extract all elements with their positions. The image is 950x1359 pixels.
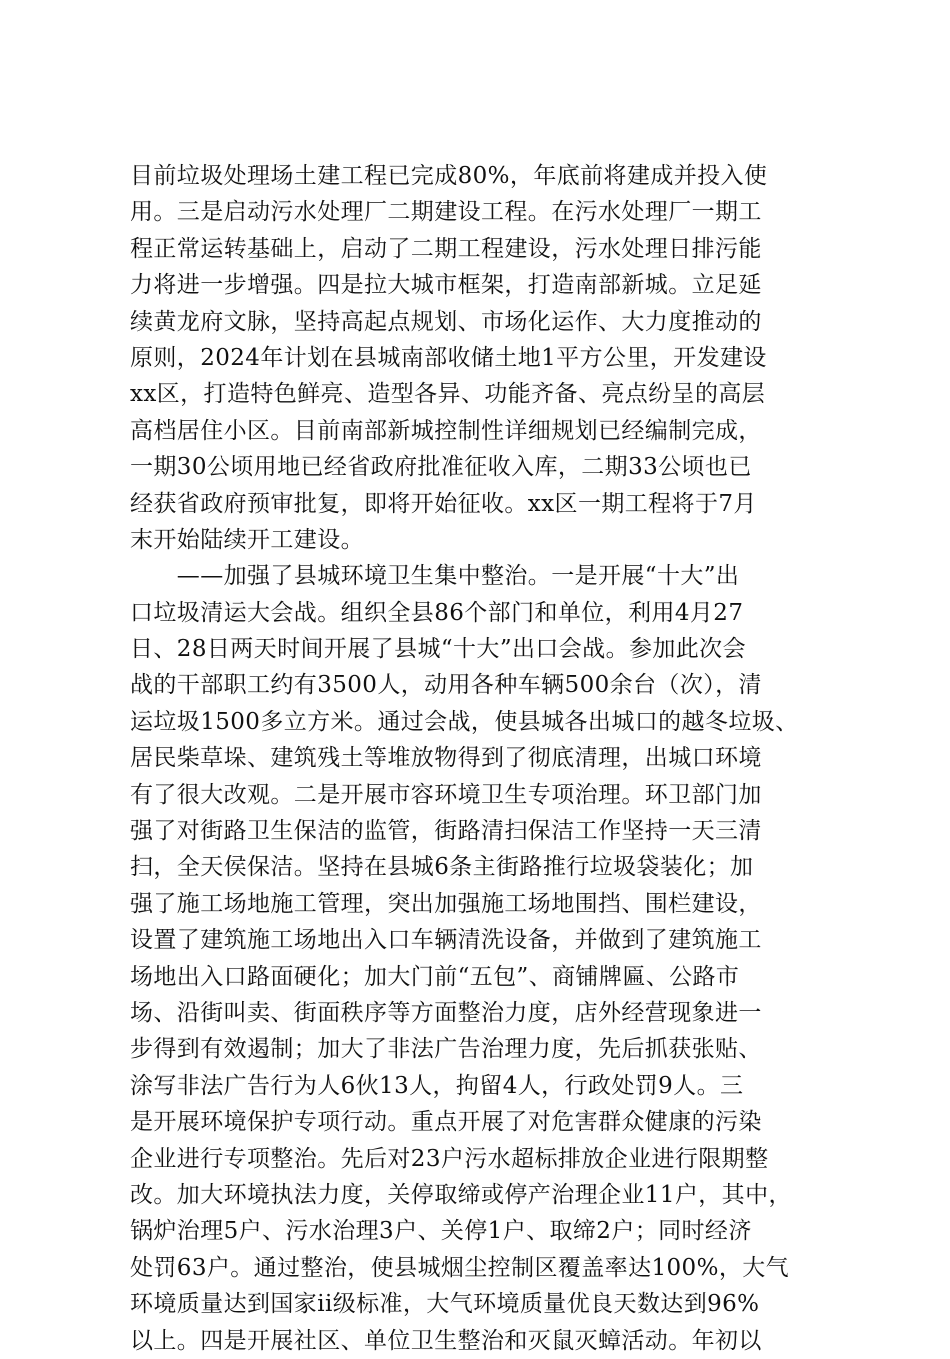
- text-line: 居民柴草垛、建筑残土等堆放物得到了彻底清理，出城口环境: [130, 745, 762, 772]
- text-line: 续黄龙府文脉，坚持高起点规划、市场化运作、大力度推动的: [130, 308, 762, 335]
- text-line: 用。三是启动污水处理厂二期建设工程。在污水处理厂一期工: [130, 199, 762, 226]
- text-line: 战的干部职工约有3500人，动用各种车辆500余台（次），清: [130, 672, 762, 699]
- text-line: 末开始陆续开工建设。: [130, 526, 364, 553]
- body-text: [130, 158, 850, 1359]
- text-line: 锅炉治理5户、污水治理3户、关停1户、取缔2户；同时经济: [130, 1218, 752, 1245]
- text-line: 程正常运转基础上，启动了二期工程建设，污水处理日排污能: [130, 235, 762, 262]
- text-line: 设置了建筑施工场地出入口车辆清洗设备，并做到了建筑施工: [130, 927, 762, 954]
- text-line: 力将进一步增强。四是拉大城市框架，打造南部新城。立足延: [130, 272, 762, 299]
- text-line: 高档居住小区。目前南部新城控制性详细规划已经编制完成，: [130, 417, 762, 444]
- text-line: 强了施工场地施工管理，突出加强施工场地围挡、围栏建设，: [130, 890, 762, 917]
- text-line: ——加强了县城环境卫生集中整治。一是开展“十大”出: [130, 563, 740, 590]
- text-line: xx区，打造特色鲜亮、造型各异、功能齐备、亮点纷呈的高层: [130, 381, 766, 408]
- text-line: 运垃圾1500多立方米。通过会战，使县城各出城口的越冬垃圾、: [130, 708, 799, 735]
- text-line: 强了对街路卫生保洁的监管，街路清扫保洁工作坚持一天三清: [130, 818, 762, 845]
- text-line: 原则，2024年计划在县城南部收储土地1平方公里，开发建设: [130, 344, 767, 371]
- text-line: 扫，全天侯保洁。坚持在县城6条主街路推行垃圾袋装化；加: [130, 854, 754, 881]
- text-line: 步得到有效遏制；加大了非法广告治理力度，先后抓获张贴、: [130, 1036, 762, 1063]
- text-line: 场、沿街叫卖、街面秩序等方面整治力度，店外经营现象进一: [130, 999, 762, 1026]
- text-line: 日、28日两天时间开展了县城“十大”出口会战。参加此次会: [130, 636, 746, 663]
- text-line: 经获省政府预审批复，即将开始征收。xx区一期工程将于7月: [130, 490, 757, 517]
- text-line: 口垃圾清运大会战。组织全县86个部门和单位，利用4月27: [130, 599, 744, 626]
- text-line: 目前垃圾处理场土建工程已完成80%，年底前将建成并投入使: [130, 163, 768, 189]
- text-line: 以上。四是开展社区、单位卫生整治和灭鼠灭蟑活动。年初以: [130, 1327, 762, 1354]
- text-line: 涂写非法广告行为人6伙13人，拘留4人，行政处罚9人。三: [130, 1072, 744, 1099]
- text-line: 是开展环境保护专项行动。重点开展了对危害群众健康的污染: [130, 1109, 762, 1136]
- text-line: 处罚63户。通过整治，使县城烟尘控制区覆盖率达100%，大气: [130, 1254, 790, 1281]
- text-line: 一期30公顷用地已经省政府批准征收入库，二期33公顷也已: [130, 454, 752, 481]
- text-line: 改。加大环境执法力度，关停取缔或停产治理企业11户，其中，: [130, 1181, 792, 1208]
- text-line: 环境质量达到国家ii级标准，大气环境质量优良天数达到96%: [130, 1291, 760, 1318]
- text-line: 场地出入口路面硬化；加大门前“五包”、商铺牌匾、公路市: [130, 963, 740, 990]
- text-line: 有了很大改观。二是开展市容环境卫生专项治理。环卫部门加: [130, 781, 762, 808]
- text-line: 企业进行专项整治。先后对23户污水超标排放企业进行限期整: [130, 1145, 769, 1172]
